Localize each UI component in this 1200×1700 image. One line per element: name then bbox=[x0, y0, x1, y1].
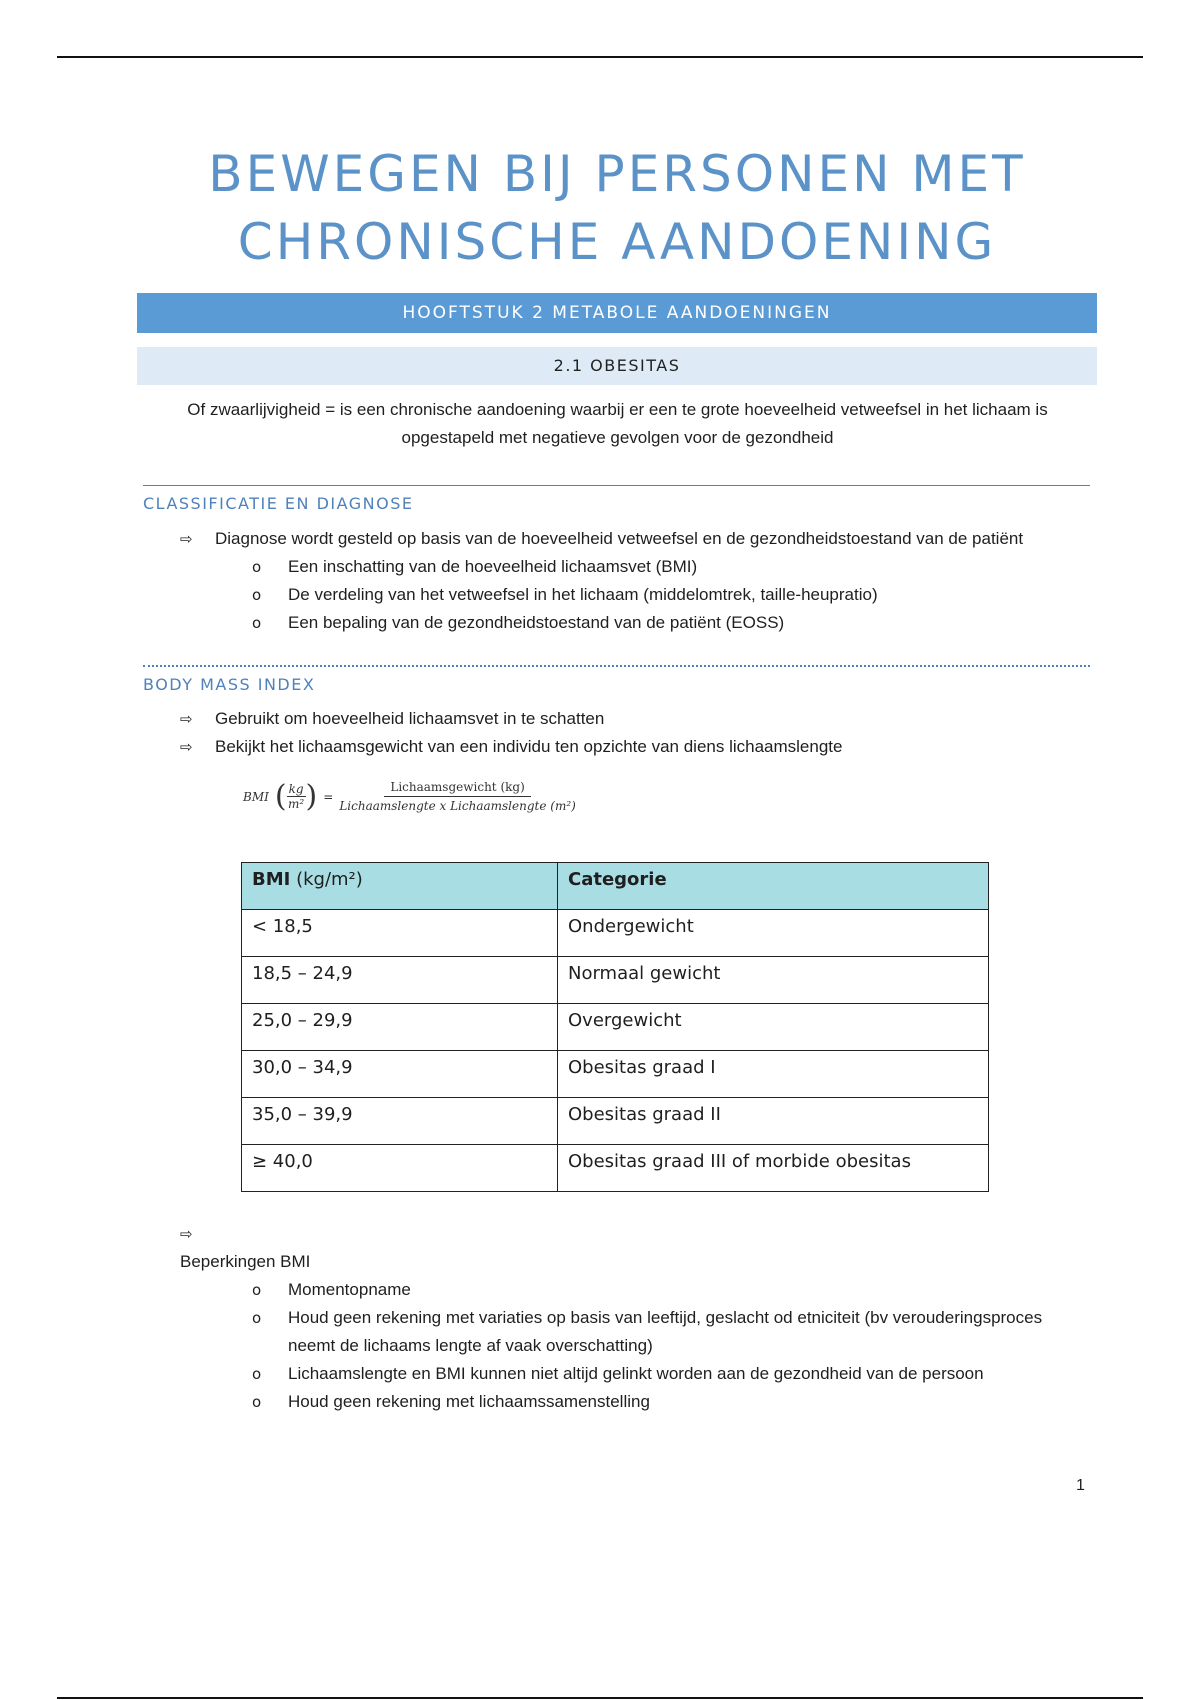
bmi-table bbox=[241, 862, 989, 1192]
bmi-range-cell: 18,5 – 24,9 bbox=[242, 957, 558, 1004]
list-item bbox=[180, 525, 1100, 553]
list-item bbox=[180, 705, 1100, 733]
formula-unit-num: kg bbox=[288, 782, 304, 796]
bmi-range-cell: ≥ 40,0 bbox=[242, 1145, 558, 1192]
document-title bbox=[137, 140, 1097, 276]
sub-bullet-text: Een inschatting van de hoeveelheid lichaamsvet (BMI) bbox=[288, 557, 698, 576]
arrow-bullet-icon: ⇨ bbox=[180, 530, 193, 548]
circle-bullet-icon: o bbox=[252, 558, 262, 576]
arrow-bullet-icon: ⇨ bbox=[180, 738, 193, 756]
intro-paragraph: Of zwaarlijvigheid = is een chronische aandoening waarbij er een te grote hoeveelheid vetweefsel in het lichaam is opgestapeld met negatieve gevolgen voor de gezondheid bbox=[187, 400, 1048, 447]
category-cell: Obesitas graad III of morbide obesitas bbox=[558, 1145, 989, 1192]
table-row bbox=[242, 1145, 989, 1192]
list-item bbox=[180, 1276, 1100, 1304]
formula-numerator: Lichaamsgewicht (kg) bbox=[384, 780, 530, 797]
bmi-range-cell: 35,0 – 39,9 bbox=[242, 1098, 558, 1145]
title-line-2: CHRONISCHE AANDOENING bbox=[237, 213, 997, 271]
list-item bbox=[180, 553, 1100, 581]
bmi-range-cell: 30,0 – 34,9 bbox=[242, 1051, 558, 1098]
list-item bbox=[180, 581, 1100, 609]
bullet-text: Diagnose wordt gesteld op basis van de hoeveelheid vetweefsel en de gezondheidstoestand van de patiënt bbox=[215, 529, 1024, 548]
table-row bbox=[242, 1098, 989, 1145]
formula-unit bbox=[287, 782, 306, 811]
circle-bullet-icon: o bbox=[252, 586, 262, 604]
formula-unit-den: m² bbox=[287, 797, 305, 811]
list-item bbox=[180, 1304, 1100, 1360]
title-line-1: BEWEGEN BIJ PERSONEN MET bbox=[208, 145, 1026, 203]
bullet-text: Bekijkt het lichaamsgewicht van een individu ten opzichte van diens lichaamslengte bbox=[215, 737, 843, 756]
classificatie-heading: CLASSIFICATIE EN DIAGNOSE bbox=[143, 485, 1090, 513]
header-rule bbox=[57, 56, 1143, 58]
circle-bullet-icon: o bbox=[252, 1309, 262, 1327]
sub-bullet-text: Lichaamslengte en BMI kunnen niet altijd gelinkt worden aan de gezondheid van de persoon bbox=[288, 1364, 984, 1383]
section-heading: 2.1 OBESITAS bbox=[137, 347, 1097, 385]
bmi-formula: BMI ( $\frac{kg}{\text{m²}}$ ) = $\frac{\text{Lichaamsgewicht (kg)}}{\text{Lichaamslengte x Lichaamslengte (m²)}}$ bbox=[243, 778, 576, 814]
arrow-bullet-icon: ⇨ bbox=[180, 1225, 193, 1243]
sub-bullet-text: Momentopname bbox=[288, 1280, 411, 1299]
bmi-range-cell: 25,0 – 29,9 bbox=[242, 1004, 558, 1051]
header-categorie: Categorie bbox=[558, 863, 989, 910]
table-row bbox=[242, 1004, 989, 1051]
list-item bbox=[180, 733, 1100, 761]
table-row bbox=[242, 1051, 989, 1098]
list-item bbox=[180, 1220, 1100, 1248]
category-cell: Obesitas graad I bbox=[558, 1051, 989, 1098]
chapter-heading: HOOFTSTUK 2 METABOLE AANDOENINGEN bbox=[137, 293, 1097, 333]
circle-bullet-icon: o bbox=[252, 614, 262, 632]
classificatie-list bbox=[180, 525, 1100, 637]
list-item bbox=[180, 1388, 1100, 1416]
category-cell: Normaal gewicht bbox=[558, 957, 989, 1004]
sub-bullet-text: De verdeling van het vetweefsel in het lichaam (middelomtrek, taille-heupratio) bbox=[288, 585, 878, 604]
bullet-text: Gebruikt om hoeveelheid lichaamsvet in te schatten bbox=[215, 709, 605, 728]
beperkingen-label: Beperkingen BMI bbox=[180, 1252, 311, 1271]
circle-bullet-icon: o bbox=[252, 1365, 262, 1383]
category-cell: Obesitas graad II bbox=[558, 1098, 989, 1145]
table-header-row bbox=[242, 863, 989, 910]
sub-bullet-text: Houd geen rekening met lichaamssamenstelling bbox=[288, 1392, 650, 1411]
bmi-heading: BODY MASS INDEX bbox=[143, 665, 1090, 694]
formula-lhs: BMI bbox=[243, 789, 269, 804]
circle-bullet-icon: o bbox=[252, 1281, 262, 1299]
bmi-range-cell: < 18,5 bbox=[242, 910, 558, 957]
formula-equals: = bbox=[323, 789, 334, 804]
circle-bullet-icon: o bbox=[252, 1393, 262, 1411]
formula-denominator: Lichaamslengte x Lichaamslengte (m²) bbox=[339, 799, 576, 813]
list-item bbox=[180, 1360, 1100, 1388]
sub-bullet-text: Een bepaling van de gezondheidstoestand van de patiënt (EOSS) bbox=[288, 613, 785, 632]
formula-fraction bbox=[339, 780, 576, 813]
bmi-list bbox=[180, 705, 1100, 761]
page-number: 1 bbox=[1076, 1477, 1085, 1494]
table-row bbox=[242, 957, 989, 1004]
beperkingen-list bbox=[180, 1220, 1100, 1416]
list-item bbox=[180, 609, 1100, 637]
arrow-bullet-icon: ⇨ bbox=[180, 710, 193, 728]
category-cell: Overgewicht bbox=[558, 1004, 989, 1051]
table-row bbox=[242, 910, 989, 957]
footer-rule bbox=[57, 1697, 1143, 1699]
list-item bbox=[180, 1248, 1100, 1276]
header-bmi: BMI (kg/m²) bbox=[242, 863, 558, 910]
category-cell: Ondergewicht bbox=[558, 910, 989, 957]
sub-bullet-text: Houd geen rekening met variaties op basis van leeftijd, geslacht od etniciteit (bv verouderingsproces neemt de lichaams lengte af vaak overschatting) bbox=[288, 1308, 1043, 1355]
